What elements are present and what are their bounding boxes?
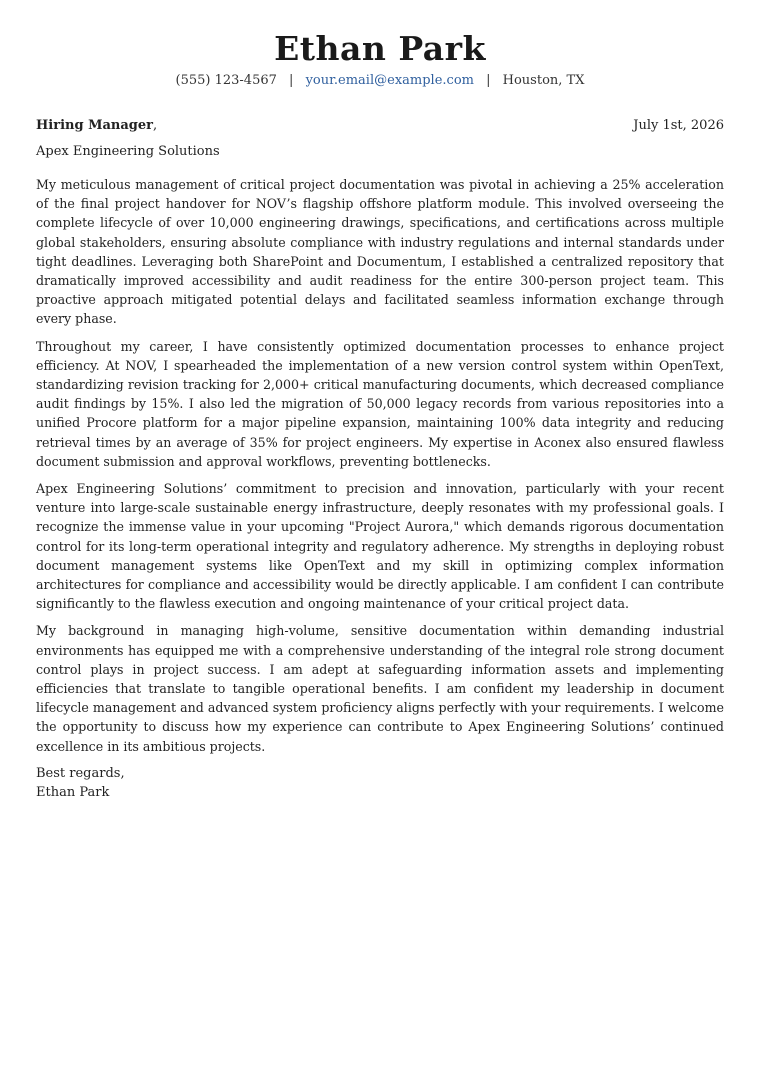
contact-separator: |: [289, 73, 294, 88]
applicant-name: Ethan Park: [274, 29, 486, 68]
salutation: [36, 117, 157, 135]
recipient-name: Hiring Manager: [36, 118, 153, 133]
body-paragraph: My meticulous management of critical project documentation was pivotal in achieving a 25% acceleration of the final project handover for NOV’s flagship offshore platform module. This involved overseeing the complete lifecycle of over 10,000 engineering drawings, specifications, and certifications across multiple global stakeholders, ensuring absolute compliance with industry regulations and internal standards under tight deadlines. Leveraging both SharePoint and Documentum, I established a centralized repository that dramatically improved accessibility and audit readiness for the entire 300-person project team. This proactive approach mitigated potential delays and facilitated seamless information exchange through every phase.: [36, 177, 724, 327]
letter-closing: [36, 764, 724, 802]
signature: Ethan Park: [36, 784, 110, 800]
salutation-punctuation: ,: [152, 118, 158, 133]
contact-separator: |: [486, 73, 491, 88]
letter-body: [36, 175, 724, 756]
location: Houston, TX: [502, 73, 585, 88]
email-link[interactable]: your.email@example.com: [305, 73, 474, 88]
letter-date: July 1st, 2026: [633, 118, 724, 133]
body-paragraph: My background in managing high-volume, sensitive documentation within demanding industrial environments has equipped me with a comprehensive understanding of the integral role strong document control plays in project success. I am adept at safeguarding information assets and implementing efficiencies that translate to tangible operational benefits. I am confident my leadership in document lifecycle management and advanced system proficiency aligns perfectly with your requirements. I welcome the opportunity to discuss how my experience can contribute to Apex Engineering Solutions’ continued excellence in its ambitious projects.: [36, 623, 724, 754]
recipient-company: Apex Engineering Solutions: [36, 144, 220, 159]
salutation-row: [36, 117, 724, 135]
body-paragraph: Apex Engineering Solutions’ commitment to precision and innovation, particularly with your recent venture into large-scale sustainable energy infrastructure, deeply resonates with my professional goals. I recognize the immense value in your upcoming "Project Aurora," which demands rigorous documentation control for its long-term operational integrity and regulatory adherence. My strengths in deploying robust document management systems like OpenText and my skill in optimizing complex information architectures for compliance and accessibility would be directly applicable. I am confident I can contribute significantly to the flawless execution and ongoing maintenance of your critical project data.: [36, 481, 724, 612]
phone-number: (555) 123-4567: [175, 73, 277, 88]
body-paragraph: Throughout my career, I have consistently optimized documentation processes to enhance project efficiency. At NOV, I spearheaded the implementation of a new version control system within OpenText, standardizing revision tracking for 2,000+ critical manufacturing documents, which decreased compliance audit findings by 15%. I also led the migration of 50,000 legacy records from various repositories into a unified Procore platform for a major pipeline expansion, maintaining 100% data integrity and reducing retrieval times by an average of 35% for project engineers. My expertise in Aconex also ensured flawless document submission and approval workflows, preventing bottlenecks.: [36, 338, 724, 469]
contact-line: [36, 72, 724, 90]
sign-off: Best regards,: [36, 765, 125, 781]
